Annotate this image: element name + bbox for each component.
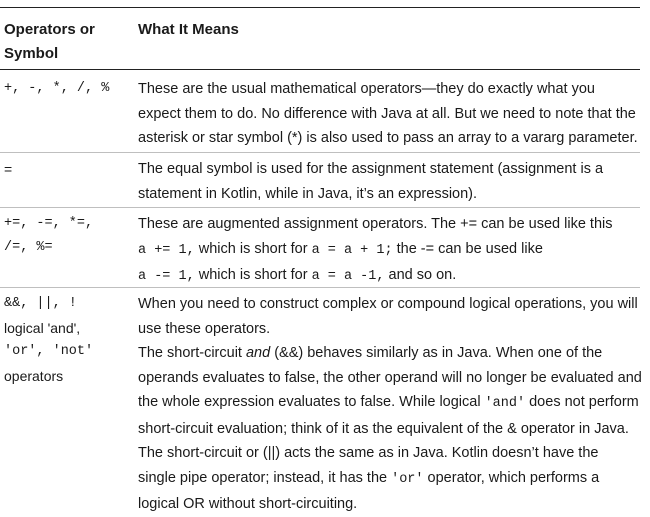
row-meaning <box>138 157 638 206</box>
meaning-text: The short-circuit <box>138 345 246 361</box>
meaning-line: expect them to do. No difference with Java at all. But we need to note that the <box>138 105 636 122</box>
row-symbol-line: /=, %= <box>4 240 53 255</box>
row-symbol <box>4 157 132 181</box>
meaning-text: which is short for <box>194 267 312 283</box>
row-symbol-line: &&, ||, ! <box>4 296 77 311</box>
row-symbol-line: +, -, *, /, % <box>4 81 110 96</box>
meaning-line <box>138 263 638 290</box>
meaning-text: the whole expression evaluates to false. While logical <box>138 394 485 410</box>
meaning-line <box>138 341 638 366</box>
meaning-text: (&&) behaves similarly as in Java. When one of the <box>270 345 603 361</box>
meaning-emphasis: and <box>245 345 271 361</box>
meaning-line: The short-circuit or (||) acts the same as in Java. Kotlin doesn’t have the <box>138 445 599 461</box>
header-symbol-line2: Symbol <box>4 45 59 62</box>
inline-code: a = a + 1; <box>311 242 393 258</box>
meaning-line: statement in Kotlin, while in Java, it’s an expression). <box>138 185 478 202</box>
row-symbol-line: +=, -=, *=, <box>4 216 94 231</box>
row-symbol-line: 'or', 'not' <box>4 344 94 359</box>
header-meaning: What It Means <box>138 21 239 38</box>
meaning-line: operands evaluates to false, the other operand will no longer be evaluated and <box>138 369 642 386</box>
meaning-line: asterisk or star symbol (*) is also used to pass an array to a vararg parameter. <box>138 130 638 146</box>
row-symbol <box>4 292 132 388</box>
meaning-line <box>138 390 638 417</box>
meaning-text: the -= can be used like <box>392 240 543 257</box>
row-symbol <box>4 77 132 101</box>
meaning-line: short-circuit evaluation; think of it as the equivalent of the & operator in Java. <box>138 420 629 437</box>
meaning-line <box>138 237 638 264</box>
row-symbol-line: operators <box>4 368 64 384</box>
row-divider <box>0 287 640 288</box>
row-meaning <box>138 77 638 151</box>
meaning-line: When you need to construct complex or compound logical operations, you will <box>138 296 638 312</box>
header-symbol <box>4 18 95 66</box>
row-meaning <box>138 292 642 517</box>
header-symbol-line1: Operators or <box>4 21 95 38</box>
meaning-line: These are augmented assignment operators. The += can be used like this <box>138 216 613 232</box>
meaning-text: single pipe operator; instead, it has the <box>138 469 392 486</box>
inline-code: a += 1, <box>138 242 195 258</box>
row-divider <box>0 207 640 208</box>
meaning-line: These are the usual mathematical operators—they do exactly what you <box>138 81 595 97</box>
table-top-rule <box>0 7 640 8</box>
row-symbol-line: logical 'and', <box>4 320 81 336</box>
row-meaning <box>138 212 638 290</box>
meaning-line: logical OR without short-circuiting. <box>138 496 358 512</box>
meaning-text: does not perform <box>525 394 639 410</box>
meaning-line: The equal symbol is used for the assignment statement (assignment is a <box>138 161 604 177</box>
meaning-line <box>138 466 638 493</box>
meaning-line: use these operators. <box>138 320 271 337</box>
table-header-rule <box>0 69 640 70</box>
row-symbol-line: = <box>4 161 13 177</box>
meaning-text: and so on. <box>384 267 457 283</box>
inline-code: 'or' <box>391 471 424 487</box>
inline-code: 'and' <box>484 396 526 411</box>
inline-code: a = a -1, <box>311 269 385 284</box>
inline-code: a -= 1, <box>138 269 195 284</box>
meaning-text: operator, which performs a <box>423 469 600 486</box>
row-symbol <box>4 212 132 260</box>
meaning-text: which is short for <box>194 240 312 257</box>
row-divider <box>0 152 640 153</box>
